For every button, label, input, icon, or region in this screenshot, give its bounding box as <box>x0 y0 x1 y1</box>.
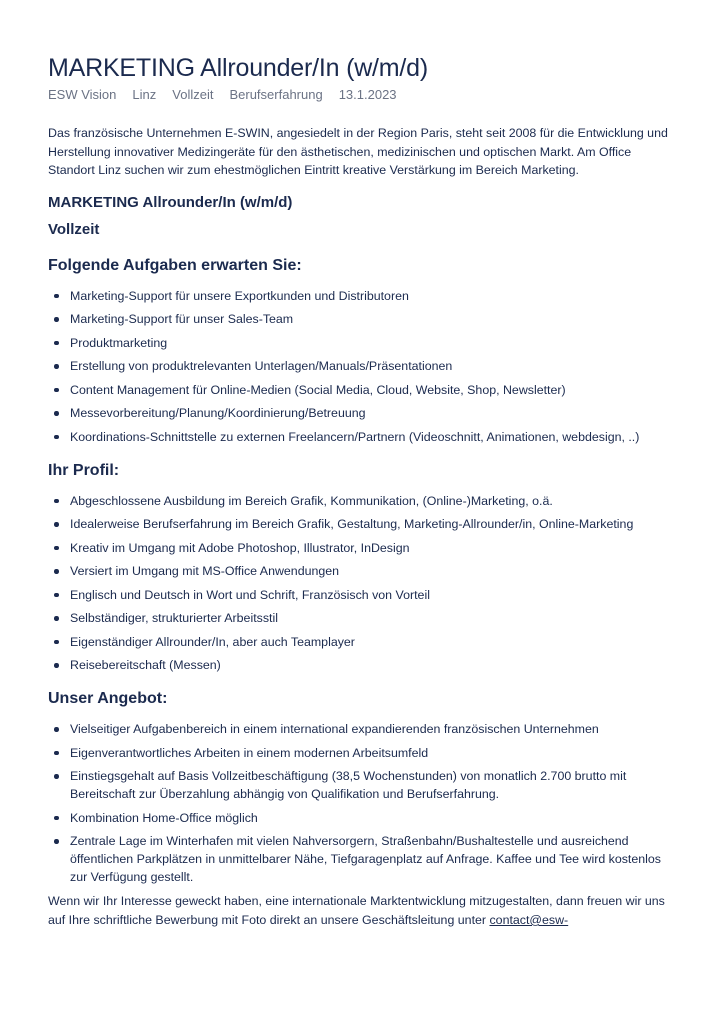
list-item: Idealerweise Berufserfahrung im Bereich Grafik, Gestaltung, Marketing-Allrounder/in, Online-Marketing <box>48 515 680 533</box>
tasks-heading: Folgende Aufgaben erwarten Sie: <box>48 256 302 274</box>
closing-text: Wenn wir Ihr Interesse geweckt haben, eine internationale Marktentwicklung mitzugestalten, dann freuen wir uns auf Ihre schriftliche Bewerbung mit Foto direkt an unsere Geschäftsleitung unter <box>48 893 665 927</box>
list-item: Reisebereitschaft (Messen) <box>48 656 680 674</box>
list-item: Eigenverantwortliches Arbeiten in einem modernen Arbeitsumfeld <box>48 744 680 762</box>
meta-employment-type: Vollzeit <box>172 87 214 102</box>
profile-list <box>48 492 680 675</box>
list-item: Kombination Home-Office möglich <box>48 809 680 827</box>
list-item: Abgeschlossene Ausbildung im Bereich Grafik, Kommunikation, (Online-)Marketing, o.ä. <box>48 492 680 510</box>
list-item: Erstellung von produktrelevanten Unterlagen/Manuals/Präsentationen <box>48 357 680 375</box>
list-item: Messevorbereitung/Planung/Koordinierung/Betreuung <box>48 404 680 422</box>
job-posting <box>48 52 680 942</box>
closing-paragraph <box>48 892 680 930</box>
list-item: Einstiegsgehalt auf Basis Vollzeitbeschäftigung (38,5 Wochenstunden) von monatlich 2.700 brutto mit Bereitschaft zur Überzahlung abhängig von Qualifikation und Berufserfahrung. <box>48 767 680 803</box>
list-item: Marketing-Support für unser Sales-Team <box>48 310 680 328</box>
subtitle-employment-type: Vollzeit <box>48 220 100 238</box>
list-item: Selbständiger, strukturierter Arbeitsstil <box>48 609 680 627</box>
list-item: Koordinations-Schnittstelle zu externen Freelancern/Partnern (Videoschnitt, Animationen, webdesign, ..) <box>48 428 680 446</box>
list-item: Englisch und Deutsch in Wort und Schrift, Französisch von Vorteil <box>48 586 680 604</box>
list-item: Content Management für Online-Medien (Social Media, Cloud, Website, Shop, Newsletter) <box>48 381 680 399</box>
job-meta <box>48 86 680 104</box>
meta-experience: Berufserfahrung <box>229 87 323 102</box>
offer-heading: Unser Angebot: <box>48 690 168 708</box>
list-item: Produktmarketing <box>48 334 680 352</box>
list-item: Kreativ im Umgang mit Adobe Photoshop, Illustrator, InDesign <box>48 539 680 557</box>
list-item: Vielseitiger Aufgabenbereich in einem international expandierenden französischen Unternehmen <box>48 720 680 738</box>
subtitle: MARKETING Allrounder/In (w/m/d) <box>48 193 293 211</box>
job-title: MARKETING Allrounder/In (w/m/d) <box>48 54 429 82</box>
profile-heading: Ihr Profil: <box>48 461 120 479</box>
list-item: Eigenständiger Allrounder/In, aber auch Teamplayer <box>48 633 680 651</box>
meta-date: 13.1.2023 <box>338 87 397 102</box>
list-item: Zentrale Lage im Winterhafen mit vielen Nahversorgern, Straßenbahn/Bushaltestelle und ausreichend öffentlichen Parkplätzen in unmittelbarer Nähe, Tiefgaragenplatz auf Anfrage. Kaffee und Tee wird kostenlos zur Verfügung gestellt. <box>48 832 680 886</box>
contact-email-link[interactable]: contact@esw- <box>489 912 569 927</box>
list-item: Marketing-Support für unsere Exportkunden und Distributoren <box>48 287 680 305</box>
meta-location: Linz <box>132 87 157 102</box>
offer-list <box>48 720 680 886</box>
list-item: Versiert im Umgang mit MS-Office Anwendungen <box>48 562 680 580</box>
tasks-list <box>48 287 680 446</box>
intro-paragraph: Das französische Unternehmen E-SWIN, angesiedelt in der Region Paris, steht seit 2008 für die Entwicklung und Herstellung innovativer Medizingeräte für den ästhetischen, medizinischen und optischen Markt. Am Office Standort Linz suchen wir zum ehestmöglichen Eintritt kreative Verstärkung im Bereich Marketing. <box>48 126 668 177</box>
meta-company: ESW Vision <box>48 87 117 102</box>
